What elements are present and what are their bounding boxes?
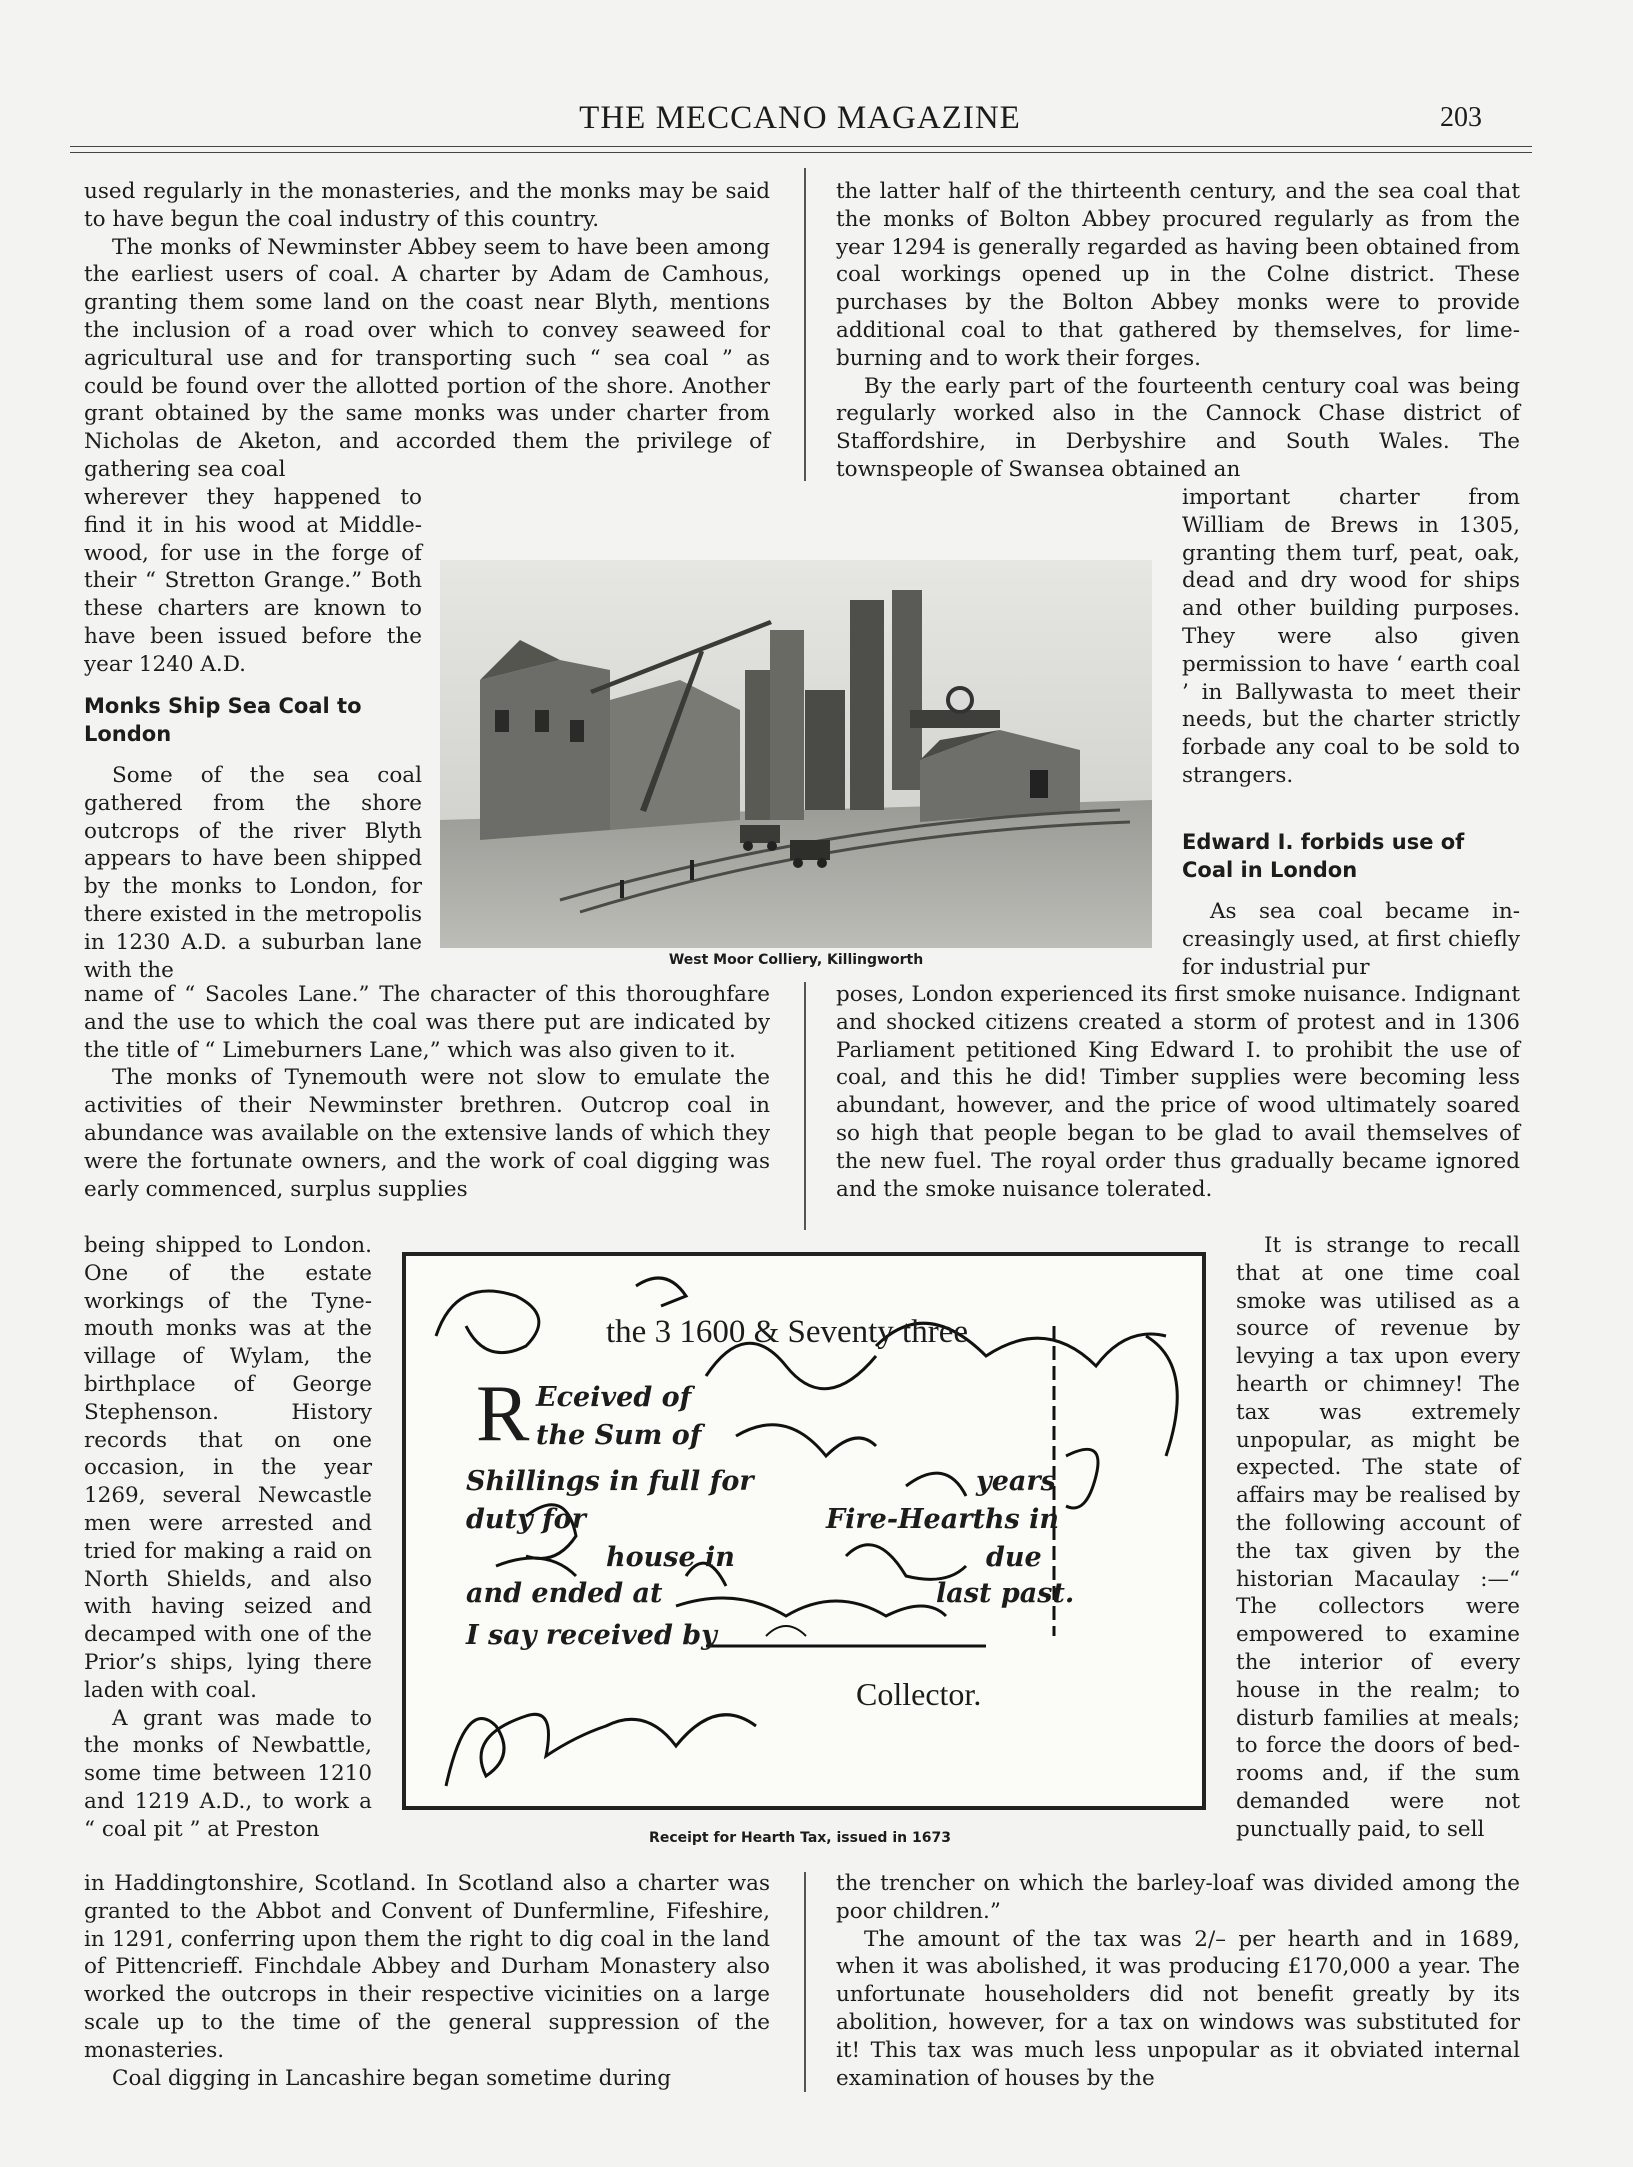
paragraph: Some of the sea coal gathered from the shore outcrops of the river Blyth appears to have been shipped by the monks to London, for there existed in the metropolis in 1230 A.D. a suburban lane with the xyxy=(84,763,422,983)
page-number: 203 xyxy=(1440,102,1482,133)
colliery-illustration xyxy=(440,560,1152,948)
paragraph: It is strange to recall that at one time coal smoke was utilised as a source of revenue by levying a tax upon every hearth or chimney! The tax was extremely unpopular, as might be expected. The state of affairs may be realised by the following account of the tax given by the historian Macaulay :—“ The collectors were empowered to examine the interior of every house in the realm; to disturb families at meals; to force the doors of bedrooms and, if the sum demanded were not punctually paid, to sell xyxy=(1236,1233,1520,1842)
column-divider xyxy=(804,1872,806,2092)
receipt-collector: Collector. xyxy=(856,1676,982,1712)
right-column-top xyxy=(836,178,1520,484)
left-column-narrow xyxy=(84,484,422,679)
receipt-received-by: I say received by xyxy=(466,1620,717,1651)
receipt-ended-at: and ended at xyxy=(466,1578,663,1609)
left-column-narrow-2 xyxy=(84,762,422,984)
paragraph: The amount of the tax was 2/– per hearth and in 1689, when it was abolished, it was producing £170,000 a year. The unfortunate householders did not benefit greatly by its abolition, however, for a tax on windows was substituted for it! This tax was much less unpopular as it obviated internal examination of houses by the xyxy=(836,1926,1520,2091)
paragraph: As sea coal became increasingly used, at first chiefly for industrial pur xyxy=(1182,899,1520,980)
header-rule-2 xyxy=(70,152,1532,153)
paragraph: important charter from William de Brews in 1305, granting them turf, peat, oak, dead and dry wood for ships and other building purposes. They were also given permission to have ‘ earth coal ’ in Ballywasta to meet their needs, but the charter strictly forbade any coal to be sold to strangers. xyxy=(1182,485,1520,788)
magazine-title: THE MECCANO MAGAZINE xyxy=(579,100,1021,136)
left-column-wide-2 xyxy=(84,981,770,1203)
receipt-received-of: Eceived of xyxy=(536,1382,692,1413)
hearth-tax-receipt xyxy=(402,1252,1206,1810)
right-column-wide-2 xyxy=(836,981,1520,1203)
right-column-narrow-2 xyxy=(1182,898,1520,981)
receipt-house-in: house in xyxy=(606,1542,735,1573)
receipt-sum-of: the Sum of xyxy=(536,1420,702,1451)
column-divider xyxy=(804,168,806,481)
paragraph: the latter half of the thirteenth century, and the sea coal that the monks of Bolton Abbey procured regularly as from the year 1294 is generally regarded as having been obtained from coal workings opened up in the Colne district. These purchases by the Bolton Abbey monks were to provide additional coal to that gathered by themselves, for lime-burning and to work their forges. xyxy=(836,179,1520,371)
paragraph: The monks of Newminster Abbey seem to have been among the earliest users of coal. A charter by Adam de Camhous, granting them some land on the coast near Blyth, mentions the inclusion of a road over which to convey seaweed for agricultural use and for transporting such “ sea coal ” as could be found over the allotted portion of the shore. Another grant obtained by the same monks was under charter from Nicholas de Aketon, and accorded them the privilege of gathering sea coal xyxy=(84,234,770,482)
paragraph: Coal digging in Lancashire began sometime during xyxy=(112,2065,672,2091)
right-column-narrow-3 xyxy=(1236,1232,1520,1844)
figure-caption: Receipt for Hearth Tax, issued in 1673 xyxy=(649,1830,951,1846)
receipt-last-past: last past. xyxy=(936,1578,1075,1609)
right-column-wide-3 xyxy=(836,1870,1520,2092)
paragraph: A grant was made to the monks of Newbattle, some time between 1210 and 1219 A.D., to work a “ coal pit ” at Preston xyxy=(84,1705,372,1842)
receipt-initial-letter: R xyxy=(476,1370,530,1458)
figure-caption: West Moor Colliery, Killingworth xyxy=(668,952,924,968)
left-column-narrow-3 xyxy=(84,1232,372,1844)
paragraph: The monks of Tynemouth were not slow to emulate the activities of their Newminster brethren. Outcrop coal in abundance was available on the extensive lands of which they were the fortunate owners, and the work of coal digging was early commenced, surplus supplies xyxy=(84,1065,770,1202)
section-heading: Monks Ship Sea Coal to London xyxy=(84,694,362,746)
receipt-due: due xyxy=(986,1542,1042,1573)
left-column-intro xyxy=(84,178,770,484)
paragraph: being shipped to London. One of the estate workings of the Tynemouth monks was at the village of Wylam, the birthplace of George Stephenson. History records that on one occasion, in the year 1269, several Newcastle men were arrested and tried for making a raid on North Shields, and also with having seized and decamped with one of the Prior’s ships, lying there laden with coal. xyxy=(84,1233,372,1703)
paragraph: wherever they happened to find it in his wood at Middlewood, for use in the forge of their “ Stretton Grange.” Both these charters are known to have been issued before the year 1240 A.D. xyxy=(84,485,422,677)
receipt-duty-for: duty for xyxy=(466,1504,586,1535)
header-rule xyxy=(70,146,1532,147)
paragraph: poses, London experienced its first smoke nuisance. Indignant and shocked citizens created a storm of protest and in 1306 Parliament petitioned King Edward I. to prohibit the use of coal, and this he did! Timber supplies were becoming less abundant, however, and the price of wood ultimately soared so high that people began to be glad to avail themselves of the new fuel. The royal order thus gradually became ignored and the smoke nuisance tolerated. xyxy=(836,982,1520,1202)
paragraph: used regularly in the monasteries, and the monks may be said to have begun the coal industry of this country. xyxy=(84,179,770,232)
paragraph: name of “ Sacoles Lane.” The character of this thoroughfare and the use to which the coal was there put are indicated by the title of “ Limeburners Lane,” which was also given to it. xyxy=(84,982,770,1063)
colliery-photo xyxy=(440,560,1152,948)
receipt-fire-hearths: Fire-Hearths in xyxy=(826,1504,1060,1535)
left-column-wide-3 xyxy=(84,1870,770,2092)
receipt-shillings: Shillings in full for xyxy=(466,1466,754,1497)
column-divider xyxy=(804,982,806,1230)
receipt-years: years xyxy=(976,1466,1056,1497)
section-heading: Edward I. forbids use of Coal in London xyxy=(1182,830,1465,882)
right-column-narrow xyxy=(1182,484,1520,790)
paragraph: the trencher on which the barley-loaf was divided among the poor children.” xyxy=(836,1871,1520,1924)
receipt-date-line: the 3 1600 & Seventy three xyxy=(606,1314,969,1350)
paragraph: By the early part of the fourteenth century coal was being regularly worked also in the Cannock Chase district of Staffordshire, in Derbyshire and South Wales. The townspeople of Swansea obtained an xyxy=(836,373,1520,482)
paragraph: in Haddingtonshire, Scotland. In Scotland also a charter was granted to the Abbot and Convent of Dunfermline, Fifeshire, in 1291, conferring upon them the right to dig coal in the land of Pittencrieff. Finchdale Abbey and Durham Monastery also worked the outcrops in their respective vicinities on a large scale up to the time of the general suppression of the monasteries. xyxy=(84,1871,770,2063)
